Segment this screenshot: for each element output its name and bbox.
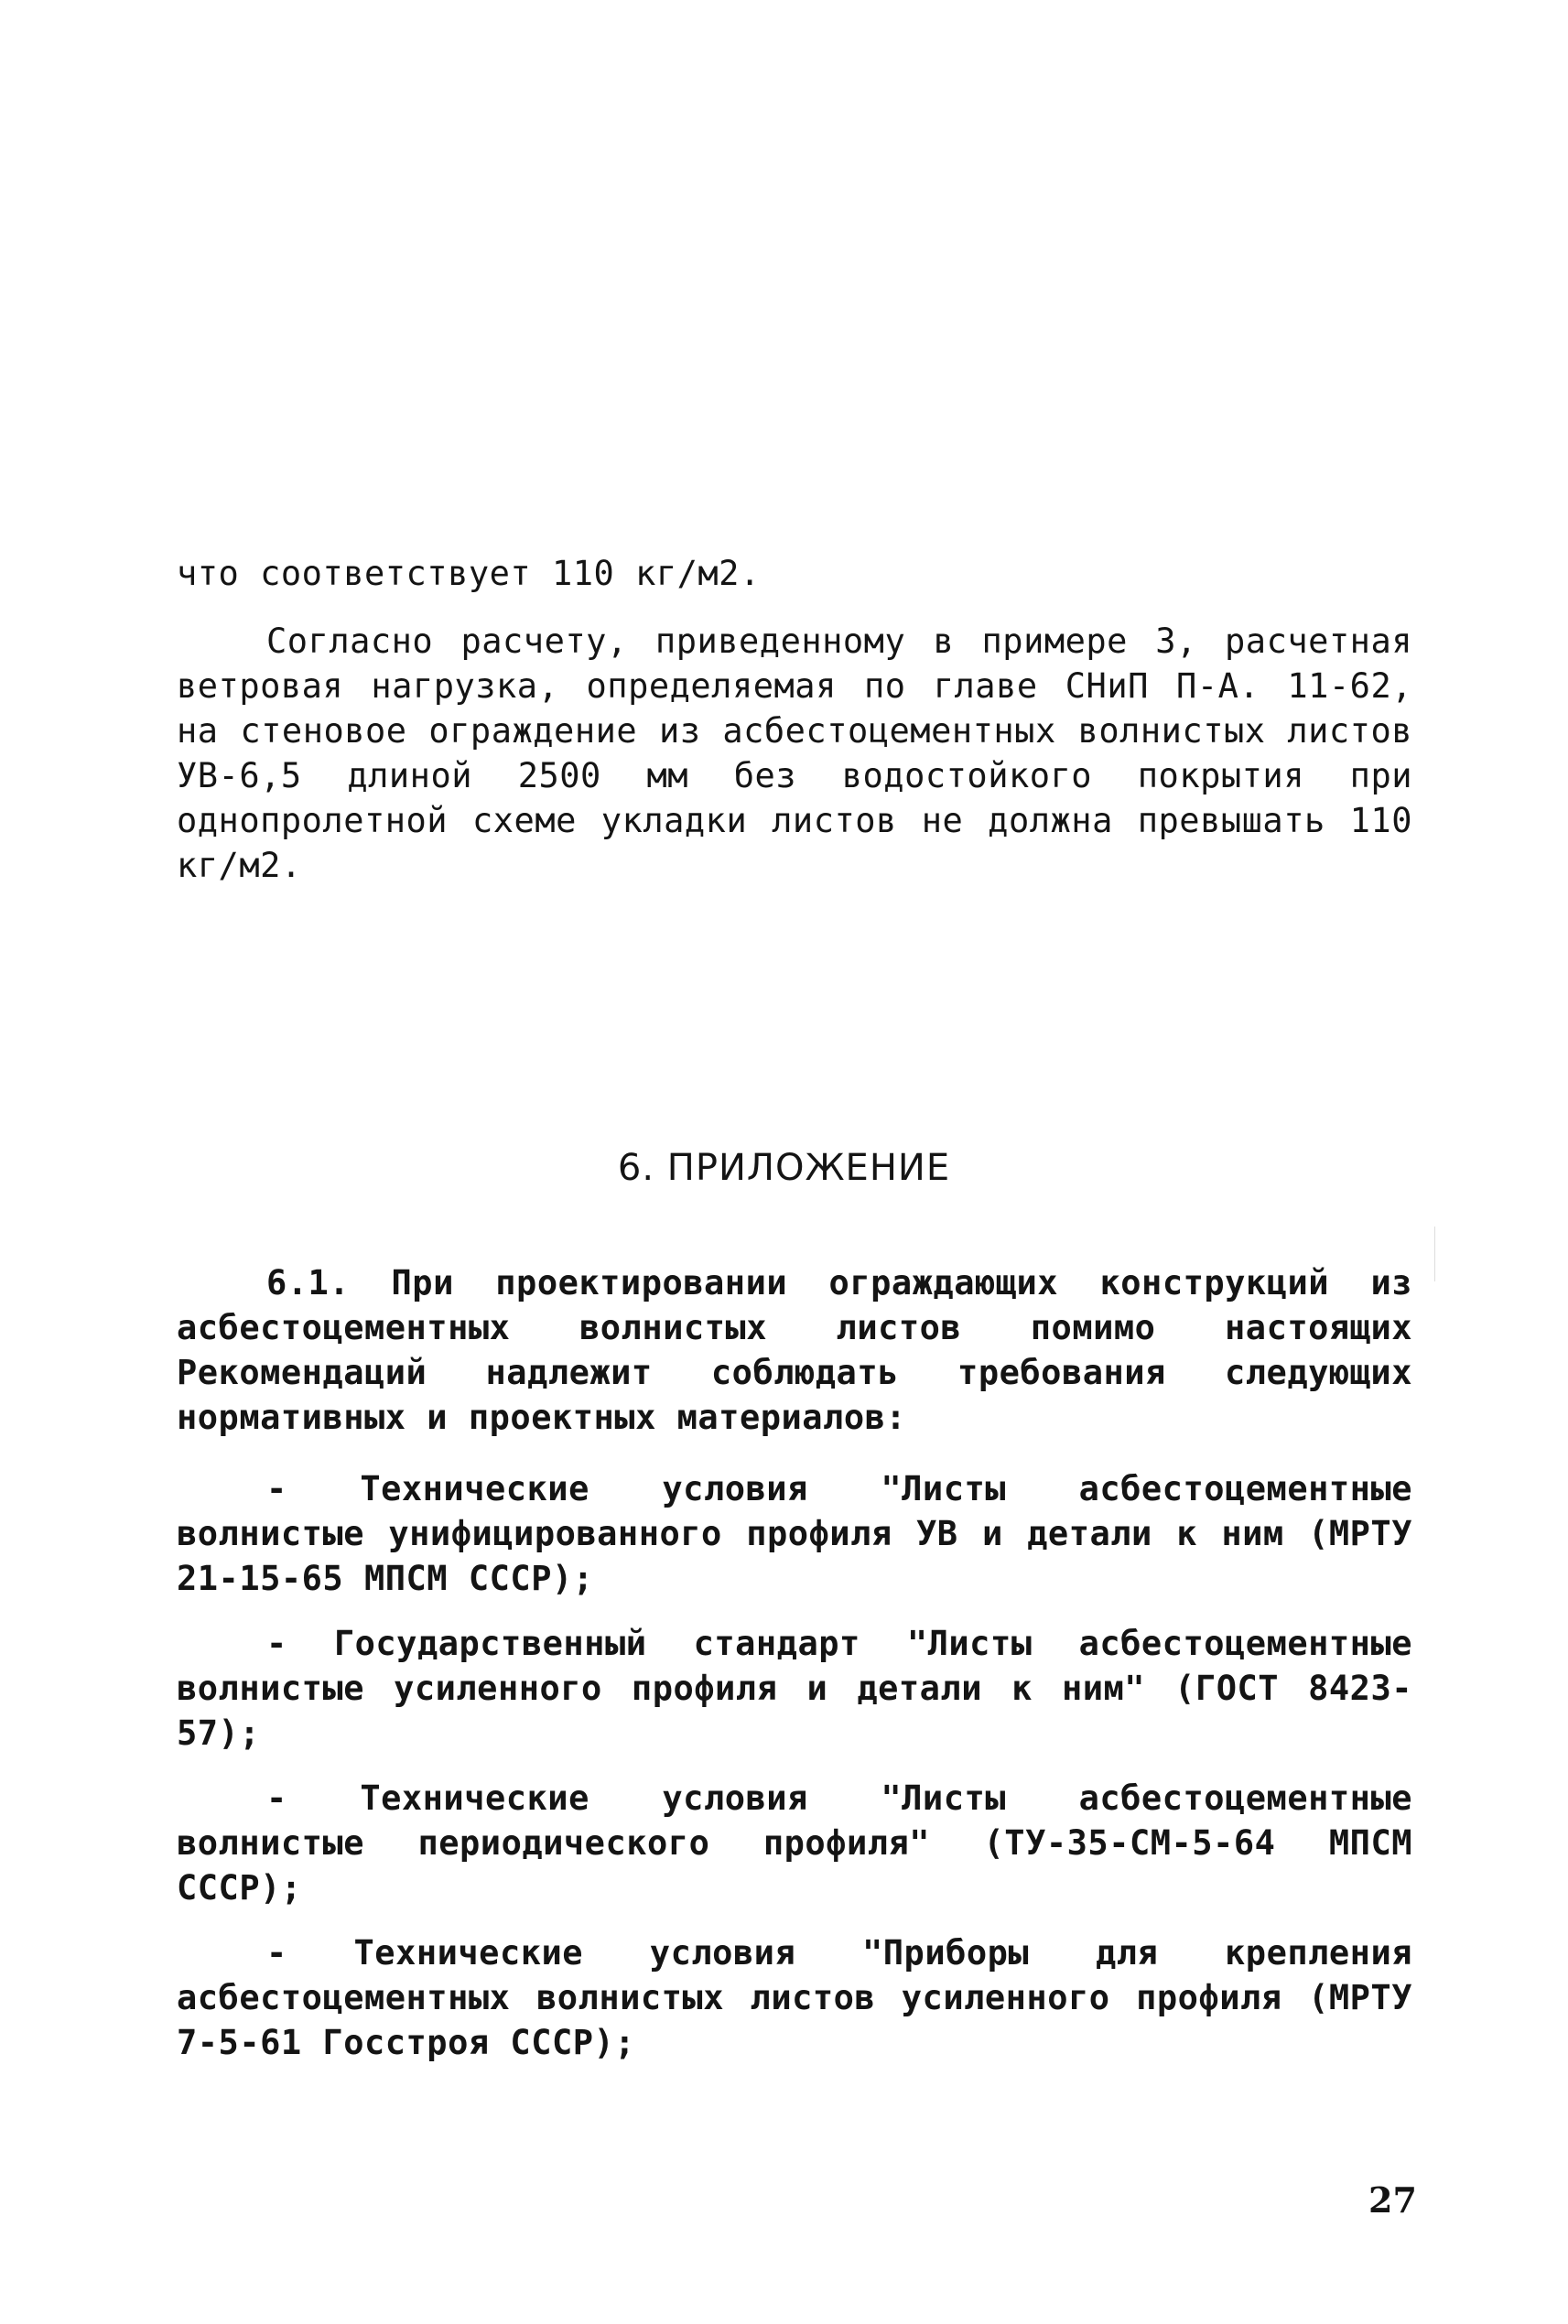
paragraph-6-1-text: 6.1. При проектировании ограждающих конструкций из асбестоцементных волнистых листов помимо настоящих Рекомендаций надлежит соблюдать требования следующих нормативных и проектных материалов:	[177, 1263, 1412, 1437]
intro-line-text: что соответствует 110 кг/м2.	[177, 554, 761, 593]
list-item: - Государственный стандарт "Листы асбестоцементные волнистые усиленного профиля и детали к ним" (ГОСТ 8423-57);	[177, 1624, 1412, 1753]
list-item: - Технические условия "Приборы для крепления асбестоцементных волнистых листов усиленного профиля (МРТУ 7-5-61 Госстроя СССР);	[177, 1933, 1412, 2062]
normative-documents-list	[177, 1466, 1412, 2085]
list-item: - Технические условия "Листы асбестоцементные волнистые унифицированного профиля УВ и детали к ним (МРТУ 21-15-65 МПСМ СССР);	[177, 1469, 1412, 1598]
list-item: - Технические условия "Листы асбестоцементные волнистые периодического профиля" (ТУ-35-СМ-5-64 МПСМ СССР);	[177, 1778, 1412, 1908]
scan-artifact	[1434, 1227, 1435, 1281]
page-number: 27	[1368, 2179, 1417, 2221]
paragraph-6-1	[177, 1260, 1412, 1440]
section-heading: 6. ПРИЛОЖЕНИЕ	[617, 1147, 951, 1189]
calculation-paragraph	[177, 619, 1412, 888]
intro-line	[177, 551, 1412, 596]
calculation-paragraph-text: Согласно расчету, приведенному в примере 3, расчетная ветровая нагрузка, определяемая по главе СНиП П-А. 11-62, на стеновое ограждение из асбестоцементных волнистых листов УВ-6,5 длиной 2500 мм без водостойкого покрытия при однопролетной схеме укладки листов не должна превышать 110 кг/м2.	[177, 622, 1412, 885]
